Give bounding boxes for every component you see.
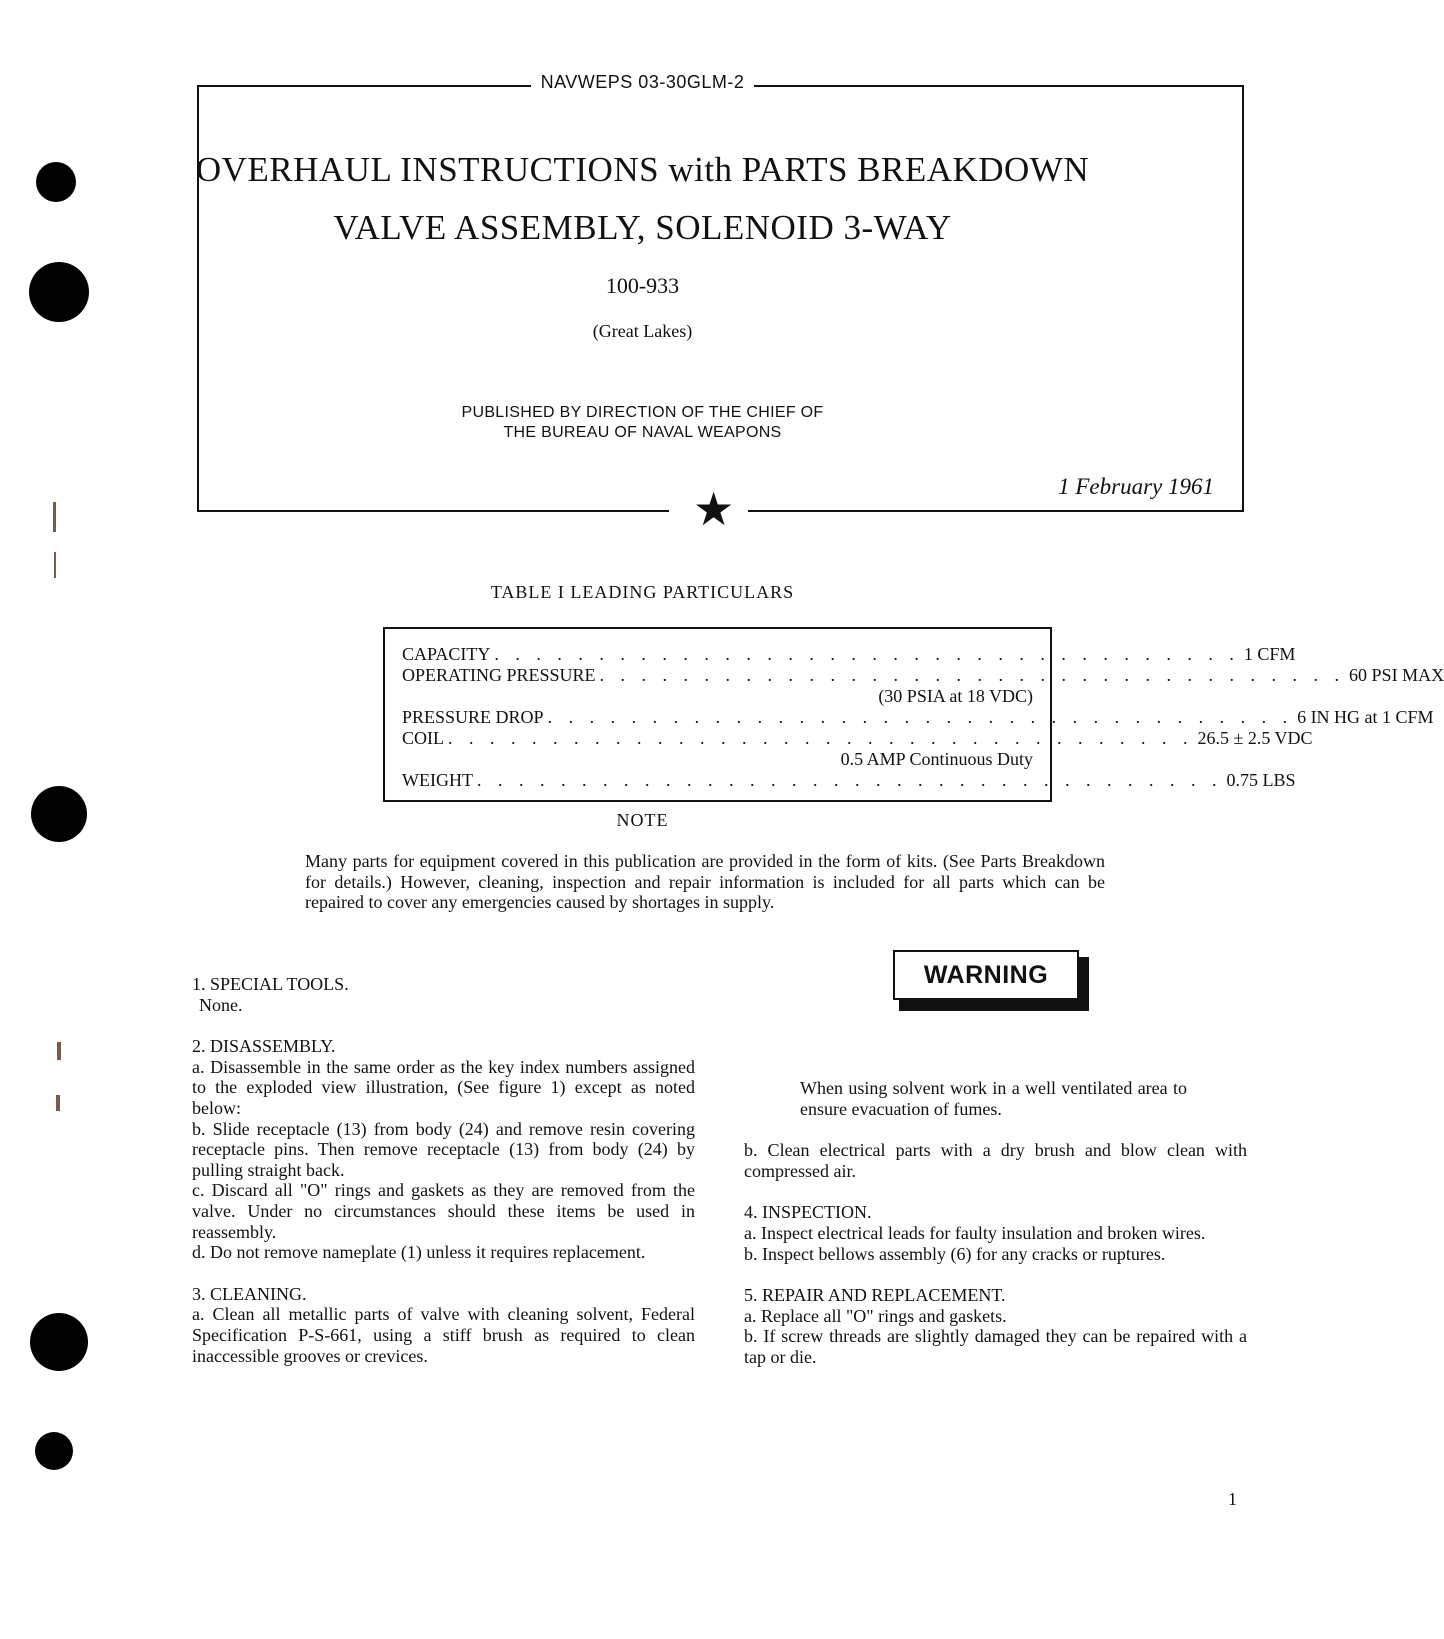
section-heading: 3. CLEANING.: [192, 1283, 307, 1304]
paragraph: b. Clean electrical parts with a dry brush and blow clean with compressed air.: [744, 1140, 1247, 1181]
table-row: [402, 728, 1313, 749]
manufacturer: (Great Lakes): [592, 321, 693, 341]
warning-label: WARNING: [893, 950, 1079, 1000]
punch-hole: [35, 1432, 73, 1470]
paragraph: c. Discard all "O" rings and gaskets as they are removed from the valve. Under no circumstances should these items be used in reassembly.: [192, 1180, 695, 1242]
table-row: [402, 770, 1296, 791]
row-label: COIL: [402, 728, 444, 748]
part-number: 100-933: [605, 273, 680, 298]
binder-mark: [57, 1042, 61, 1060]
note-body: Many parts for equipment covered in this publication are provided in the form of kits. (See Parts Breakdown for details.) However, cleaning, inspection and repair information is included for all parts which can be repaired to cover any emergencies caused by shortages in supply.: [305, 851, 1105, 913]
row-value: 1 CFM: [1243, 644, 1296, 664]
star-icon: ★: [693, 482, 735, 536]
table-row: [402, 644, 1296, 665]
paragraph: a. Replace all "O" rings and gaskets.: [744, 1305, 1007, 1326]
title-line-2: VALVE ASSEMBLY, SOLENOID 3-WAY: [333, 208, 952, 247]
row-continuation: (30 PSIA at 18 VDC): [878, 686, 1033, 706]
table-row: [402, 707, 1434, 728]
note-title: NOTE: [616, 810, 669, 830]
table-row: [402, 665, 1444, 686]
published-by-line-2: THE BUREAU OF NAVAL WEAPONS: [503, 424, 782, 441]
table-title: TABLE I LEADING PARTICULARS: [490, 582, 795, 602]
row-value: 60 PSI MAX: [1349, 665, 1444, 685]
section-heading: 2. DISASSEMBLY.: [192, 1036, 336, 1057]
section-heading: 4. INSPECTION.: [744, 1202, 872, 1223]
row-label: PRESSURE DROP: [402, 707, 544, 727]
row-value: 0.75 LBS: [1226, 770, 1296, 790]
paragraph: b. Inspect bellows assembly (6) for any cracks or ruptures.: [744, 1243, 1166, 1264]
right-column: [744, 1078, 1247, 1368]
page-number: 1: [1228, 1489, 1237, 1509]
row-label: CAPACITY: [402, 644, 491, 664]
section-heading: 1. SPECIAL TOOLS.: [192, 974, 349, 994]
document-id: NAVWEPS 03-30GLM-2: [0, 72, 1285, 93]
paragraph: a. Inspect electrical leads for faulty insulation and broken wires.: [744, 1222, 1206, 1243]
paragraph: b. Slide receptacle (13) from body (24) and remove resin covering receptacle pins. Then remove receptacle (13) from body (24) by pulling straight back.: [192, 1118, 695, 1180]
leader-dots: . . . . . . . . . . . . . . . . . . . . . . . . . . . . . . . . . . . .: [476, 770, 1223, 790]
leader-dots: . . . . . . . . . . . . . . . . . . . . . . . . . . . . . . . . . . . .: [547, 707, 1294, 727]
binder-mark: [53, 502, 56, 532]
row-continuation: 0.5 AMP Continuous Duty: [840, 749, 1033, 769]
row-label: OPERATING PRESSURE: [402, 665, 596, 685]
publication-date: 1 February 1961: [1058, 474, 1214, 499]
paragraph: a. Disassemble in the same order as the key index numbers assigned to the exploded view illustration, (See figure 1) except as noted below:: [192, 1056, 695, 1118]
title-line-1: OVERHAUL INSTRUCTIONS with PARTS BREAKDOWN: [195, 150, 1090, 189]
paragraph: None.: [199, 994, 243, 1015]
row-value: 6 IN HG at 1 CFM: [1297, 707, 1434, 727]
title-box-rule: [748, 510, 1244, 512]
warning-text: When using solvent work in a well ventilated area to ensure evacuation of fumes.: [800, 1078, 1187, 1119]
paragraph: d. Do not remove nameplate (1) unless it requires replacement.: [192, 1242, 646, 1263]
paragraph: a. Clean all metallic parts of valve with cleaning solvent, Federal Specification P-S-661, using a stiff brush as required to clean inaccessible grooves or crevices.: [192, 1304, 695, 1366]
leading-particulars-table: [383, 627, 1444, 802]
row-label: WEIGHT: [402, 770, 473, 790]
leader-dots: . . . . . . . . . . . . . . . . . . . . . . . . . . . . . . . . . . . .: [599, 665, 1346, 685]
warning-badge: [893, 950, 1089, 1011]
binder-mark: [54, 552, 56, 578]
published-by-line-1: PUBLISHED BY DIRECTION OF THE CHIEF OF: [461, 404, 824, 421]
paragraph: b. If screw threads are slightly damaged they can be repaired with a tap or die.: [744, 1326, 1247, 1367]
leader-dots: . . . . . . . . . . . . . . . . . . . . . . . . . . . . . . . . . . . .: [448, 728, 1194, 748]
left-column: [192, 974, 695, 1366]
row-value: 26.5 ± 2.5 VDC: [1197, 728, 1313, 748]
section-heading: 5. REPAIR AND REPLACEMENT.: [744, 1285, 1006, 1306]
binder-mark: [56, 1095, 60, 1111]
punch-hole: [30, 1313, 88, 1371]
title-box-rule: [197, 510, 669, 512]
leader-dots: . . . . . . . . . . . . . . . . . . . . . . . . . . . . . . . . . . . .: [494, 644, 1240, 664]
